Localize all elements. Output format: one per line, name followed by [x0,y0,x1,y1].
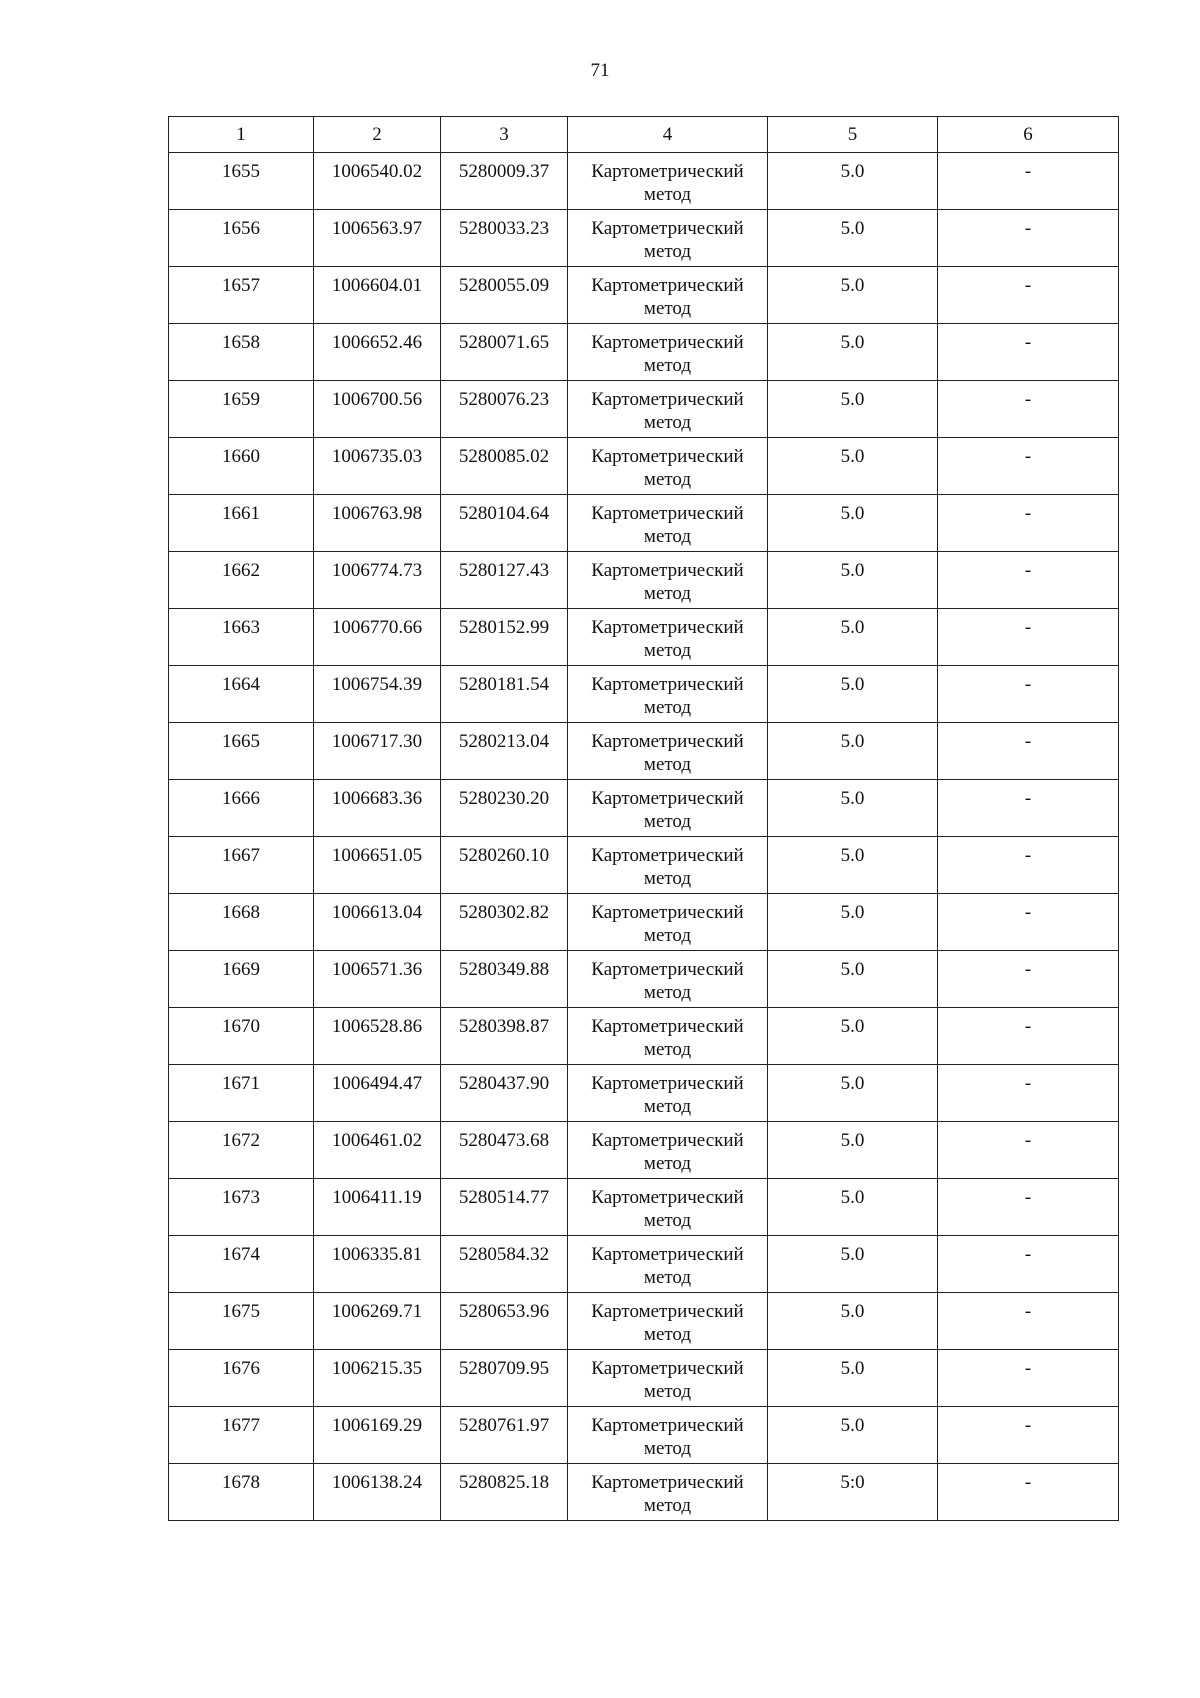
method-cell [568,1464,768,1521]
x-coordinate-cell: 1006770.66 [314,609,441,666]
method-text: Картометрический метод [591,1073,744,1117]
table-row [169,267,1119,324]
table-row [169,324,1119,381]
y-coordinate-cell: 5280761.97 [441,1407,568,1464]
y-coordinate-cell: 5280302.82 [441,894,568,951]
note-cell: - [938,381,1119,438]
table-row [169,951,1119,1008]
column-header: 5 [768,117,938,153]
note-cell: - [938,951,1119,1008]
point-number-cell: 1675 [169,1293,314,1350]
note-cell: - [938,1407,1119,1464]
method-text: Картометрический метод [591,902,744,946]
note-cell: - [938,609,1119,666]
note-cell: - [938,438,1119,495]
method-cell [568,495,768,552]
point-number-cell: 1667 [169,837,314,894]
y-coordinate-cell: 5280213.04 [441,723,568,780]
method-text: Картометрический метод [591,845,744,889]
point-number-cell: 1655 [169,153,314,210]
table-row [169,1350,1119,1407]
point-number-cell: 1664 [169,666,314,723]
x-coordinate-cell: 1006774.73 [314,552,441,609]
y-coordinate-cell: 5280709.95 [441,1350,568,1407]
column-header: 1 [169,117,314,153]
precision-cell: 5.0 [768,1350,938,1407]
method-text: Картометрический метод [591,788,744,832]
table-row [169,552,1119,609]
table-row [169,438,1119,495]
x-coordinate-cell: 1006754.39 [314,666,441,723]
method-cell [568,438,768,495]
precision-cell: 5.0 [768,723,938,780]
x-coordinate-cell: 1006215.35 [314,1350,441,1407]
method-cell [568,1350,768,1407]
point-number-cell: 1663 [169,609,314,666]
method-cell [568,267,768,324]
table-row [169,1407,1119,1464]
column-header: 6 [938,117,1119,153]
method-text: Картометрический метод [591,674,744,718]
y-coordinate-cell: 5280653.96 [441,1293,568,1350]
method-cell [568,666,768,723]
y-coordinate-cell: 5280033.23 [441,210,568,267]
method-text: Картометрический метод [591,1415,744,1459]
method-cell [568,210,768,267]
table-row [169,837,1119,894]
method-text: Картометрический метод [591,1130,744,1174]
x-coordinate-cell: 1006528.86 [314,1008,441,1065]
method-cell [568,951,768,1008]
y-coordinate-cell: 5280152.99 [441,609,568,666]
method-text: Картометрический метод [591,1016,744,1060]
y-coordinate-cell: 5280104.64 [441,495,568,552]
x-coordinate-cell: 1006269.71 [314,1293,441,1350]
point-number-cell: 1671 [169,1065,314,1122]
method-text: Картометрический метод [591,959,744,1003]
table-row [169,1065,1119,1122]
method-cell [568,894,768,951]
note-cell: - [938,723,1119,780]
y-coordinate-cell: 5280127.43 [441,552,568,609]
precision-cell: 5.0 [768,438,938,495]
method-cell [568,324,768,381]
table-row [169,609,1119,666]
precision-cell: 5.0 [768,495,938,552]
method-text: Картометрический метод [591,218,744,262]
note-cell: - [938,1179,1119,1236]
x-coordinate-cell: 1006563.97 [314,210,441,267]
y-coordinate-cell: 5280071.65 [441,324,568,381]
precision-cell: 5.0 [768,1236,938,1293]
x-coordinate-cell: 1006613.04 [314,894,441,951]
x-coordinate-cell: 1006494.47 [314,1065,441,1122]
y-coordinate-cell: 5280349.88 [441,951,568,1008]
point-number-cell: 1677 [169,1407,314,1464]
note-cell: - [938,552,1119,609]
table-row [169,495,1119,552]
point-number-cell: 1662 [169,552,314,609]
point-number-cell: 1656 [169,210,314,267]
method-cell [568,1122,768,1179]
y-coordinate-cell: 5280584.32 [441,1236,568,1293]
point-number-cell: 1659 [169,381,314,438]
x-coordinate-cell: 1006138.24 [314,1464,441,1521]
method-text: Картометрический метод [591,161,744,205]
method-text: Картометрический метод [591,731,744,775]
x-coordinate-cell: 1006683.36 [314,780,441,837]
method-text: Картометрический метод [591,446,744,490]
point-number-cell: 1676 [169,1350,314,1407]
precision-cell: 5.0 [768,1065,938,1122]
x-coordinate-cell: 1006540.02 [314,153,441,210]
point-number-cell: 1666 [169,780,314,837]
table-row [169,153,1119,210]
note-cell: - [938,1008,1119,1065]
method-text: Картометрический метод [591,1244,744,1288]
note-cell: - [938,1350,1119,1407]
method-text: Картометрический метод [591,332,744,376]
note-cell: - [938,153,1119,210]
precision-cell: 5.0 [768,609,938,666]
note-cell: - [938,1236,1119,1293]
table-row [169,723,1119,780]
note-cell: - [938,1122,1119,1179]
precision-cell: 5.0 [768,837,938,894]
precision-cell: 5.0 [768,267,938,324]
method-text: Картометрический метод [591,275,744,319]
table-row [169,381,1119,438]
y-coordinate-cell: 5280825.18 [441,1464,568,1521]
y-coordinate-cell: 5280473.68 [441,1122,568,1179]
table-row [169,1464,1119,1521]
x-coordinate-cell: 1006651.05 [314,837,441,894]
table-header [169,117,1119,153]
note-cell: - [938,495,1119,552]
method-text: Картометрический метод [591,503,744,547]
precision-cell: 5.0 [768,552,938,609]
y-coordinate-cell: 5280009.37 [441,153,568,210]
point-number-cell: 1665 [169,723,314,780]
point-number-cell: 1672 [169,1122,314,1179]
table-row [169,210,1119,267]
y-coordinate-cell: 5280260.10 [441,837,568,894]
point-number-cell: 1658 [169,324,314,381]
method-text: Картометрический метод [591,1187,744,1231]
precision-cell: 5.0 [768,324,938,381]
method-cell [568,1179,768,1236]
note-cell: - [938,837,1119,894]
precision-cell: 5.0 [768,1122,938,1179]
column-header: 3 [441,117,568,153]
x-coordinate-cell: 1006735.03 [314,438,441,495]
precision-cell: 5.0 [768,1293,938,1350]
column-header: 2 [314,117,441,153]
method-text: Картометрический метод [591,1358,744,1402]
x-coordinate-cell: 1006461.02 [314,1122,441,1179]
table-row [169,780,1119,837]
method-cell [568,1008,768,1065]
page-number: 71 [590,60,610,81]
precision-cell: 5.0 [768,1407,938,1464]
note-cell: - [938,324,1119,381]
method-text: Картометрический метод [591,1472,744,1516]
precision-cell: 5.0 [768,381,938,438]
method-text: Картометрический метод [591,560,744,604]
table-row [169,1179,1119,1236]
table-row [169,1293,1119,1350]
x-coordinate-cell: 1006571.36 [314,951,441,1008]
precision-cell: 5:0 [768,1464,938,1521]
precision-cell: 5.0 [768,894,938,951]
table-row [169,1236,1119,1293]
method-cell [568,609,768,666]
precision-cell: 5.0 [768,153,938,210]
note-cell: - [938,1464,1119,1521]
header-row [169,117,1119,153]
table-body [169,153,1119,1521]
precision-cell: 5.0 [768,780,938,837]
x-coordinate-cell: 1006411.19 [314,1179,441,1236]
point-number-cell: 1678 [169,1464,314,1521]
point-number-cell: 1673 [169,1179,314,1236]
table-row [169,1122,1119,1179]
y-coordinate-cell: 5280514.77 [441,1179,568,1236]
method-text: Картометрический метод [591,389,744,433]
method-text: Картометрический метод [591,1301,744,1345]
x-coordinate-cell: 1006335.81 [314,1236,441,1293]
method-cell [568,381,768,438]
precision-cell: 5.0 [768,1008,938,1065]
method-cell [568,552,768,609]
precision-cell: 5.0 [768,210,938,267]
note-cell: - [938,666,1119,723]
note-cell: - [938,1065,1119,1122]
precision-cell: 5.0 [768,1179,938,1236]
precision-cell: 5.0 [768,951,938,1008]
point-number-cell: 1657 [169,267,314,324]
x-coordinate-cell: 1006652.46 [314,324,441,381]
y-coordinate-cell: 5280398.87 [441,1008,568,1065]
x-coordinate-cell: 1006717.30 [314,723,441,780]
y-coordinate-cell: 5280085.02 [441,438,568,495]
table-row [169,894,1119,951]
method-cell [568,1065,768,1122]
method-text: Картометрический метод [591,617,744,661]
note-cell: - [938,894,1119,951]
point-number-cell: 1670 [169,1008,314,1065]
method-cell [568,837,768,894]
x-coordinate-cell: 1006700.56 [314,381,441,438]
note-cell: - [938,210,1119,267]
method-cell [568,153,768,210]
point-number-cell: 1669 [169,951,314,1008]
precision-cell: 5.0 [768,666,938,723]
x-coordinate-cell: 1006604.01 [314,267,441,324]
column-header: 4 [568,117,768,153]
table-row [169,1008,1119,1065]
y-coordinate-cell: 5280055.09 [441,267,568,324]
point-number-cell: 1661 [169,495,314,552]
point-number-cell: 1668 [169,894,314,951]
x-coordinate-cell: 1006169.29 [314,1407,441,1464]
y-coordinate-cell: 5280076.23 [441,381,568,438]
note-cell: - [938,780,1119,837]
method-cell [568,1293,768,1350]
y-coordinate-cell: 5280181.54 [441,666,568,723]
note-cell: - [938,267,1119,324]
y-coordinate-cell: 5280230.20 [441,780,568,837]
method-cell [568,780,768,837]
x-coordinate-cell: 1006763.98 [314,495,441,552]
method-cell [568,1407,768,1464]
method-cell [568,1236,768,1293]
note-cell: - [938,1293,1119,1350]
coordinates-table [168,116,1119,1521]
table-row [169,666,1119,723]
point-number-cell: 1660 [169,438,314,495]
method-cell [568,723,768,780]
y-coordinate-cell: 5280437.90 [441,1065,568,1122]
point-number-cell: 1674 [169,1236,314,1293]
